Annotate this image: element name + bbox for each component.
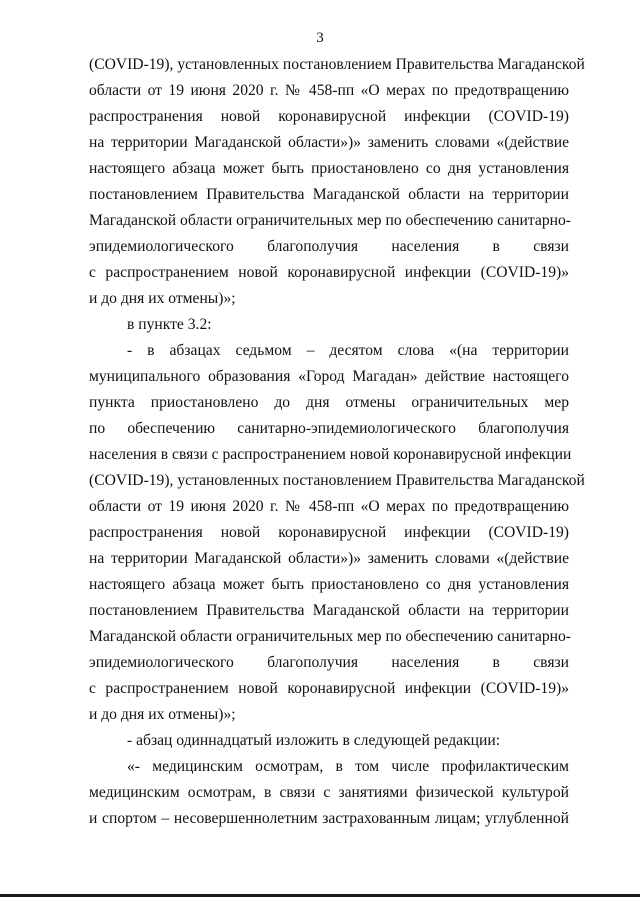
text-line: с распространением новой коронавирусной инфекции (COVID-19)» xyxy=(89,680,569,697)
text-line: настоящего абзаца может быть приостановлено со дня установления xyxy=(89,576,569,593)
text-line: с распространением новой коронавирусной инфекции (COVID-19)» xyxy=(89,264,569,281)
text-line: пункта приостановлено до дня отмены ограничительных мер xyxy=(89,394,569,411)
text-line: на территории Магаданской области»)» заменить словами «(действие xyxy=(89,550,569,567)
text-line: распространения новой коронавирусной инфекции (COVID-19) xyxy=(89,524,569,541)
text-line: «- медицинским осмотрам, в том числе профилактическим xyxy=(127,758,569,775)
text-line: и до дня их отмены)»; xyxy=(89,706,236,723)
text-line: в пункте 3.2: xyxy=(127,316,212,333)
text-line: по обеспечению санитарно-эпидемиологического благополучия xyxy=(89,420,569,437)
text-line: эпидемиологического благополучия населения в связи xyxy=(89,654,569,671)
text-line: на территории Магаданской области»)» заменить словами «(действие xyxy=(89,134,569,151)
text-line: Магаданской области ограничительных мер по обеспечению санитарно- xyxy=(89,212,571,229)
page-number: 3 xyxy=(316,30,324,46)
text-line: - в абзацах седьмом – десятом слова «(на территории xyxy=(127,342,569,359)
text-line: - абзац одиннадцатый изложить в следующей редакции: xyxy=(127,732,501,749)
text-line: настоящего абзаца может быть приостановлено со дня установления xyxy=(89,160,569,177)
text-line: эпидемиологического благополучия населения в связи xyxy=(89,238,569,255)
text-line: Магаданской области ограничительных мер по обеспечению санитарно- xyxy=(89,628,571,645)
bottom-rule xyxy=(0,894,640,897)
text-line: области от 19 июня 2020 г. № 458-пп «О мерах по предотвращению xyxy=(89,498,569,515)
text-line: медицинским осмотрам, в связи с занятиями физической культурой xyxy=(89,784,569,801)
text-line: муниципального образования «Город Магадан» действие настоящего xyxy=(89,368,569,385)
text-line: постановлением Правительства Магаданской области на территории xyxy=(89,186,569,203)
text-line: населения в связи с распространением новой коронавирусной инфекции xyxy=(89,446,572,463)
text-line: постановлением Правительства Магаданской области на территории xyxy=(89,602,569,619)
text-line: и до дня их отмены)»; xyxy=(89,290,236,307)
text-line: области от 19 июня 2020 г. № 458-пп «О мерах по предотвращению xyxy=(89,82,569,99)
text-line: (COVID-19), установленных постановлением Правительства Магаданской xyxy=(89,56,585,73)
text-line: и спортом – несовершеннолетним застрахованным лицам; углубленной xyxy=(89,810,569,827)
text-line: распространения новой коронавирусной инфекции (COVID-19) xyxy=(89,108,569,125)
document-body xyxy=(89,52,585,832)
text-line: (COVID-19), установленных постановлением Правительства Магаданской xyxy=(89,472,585,489)
